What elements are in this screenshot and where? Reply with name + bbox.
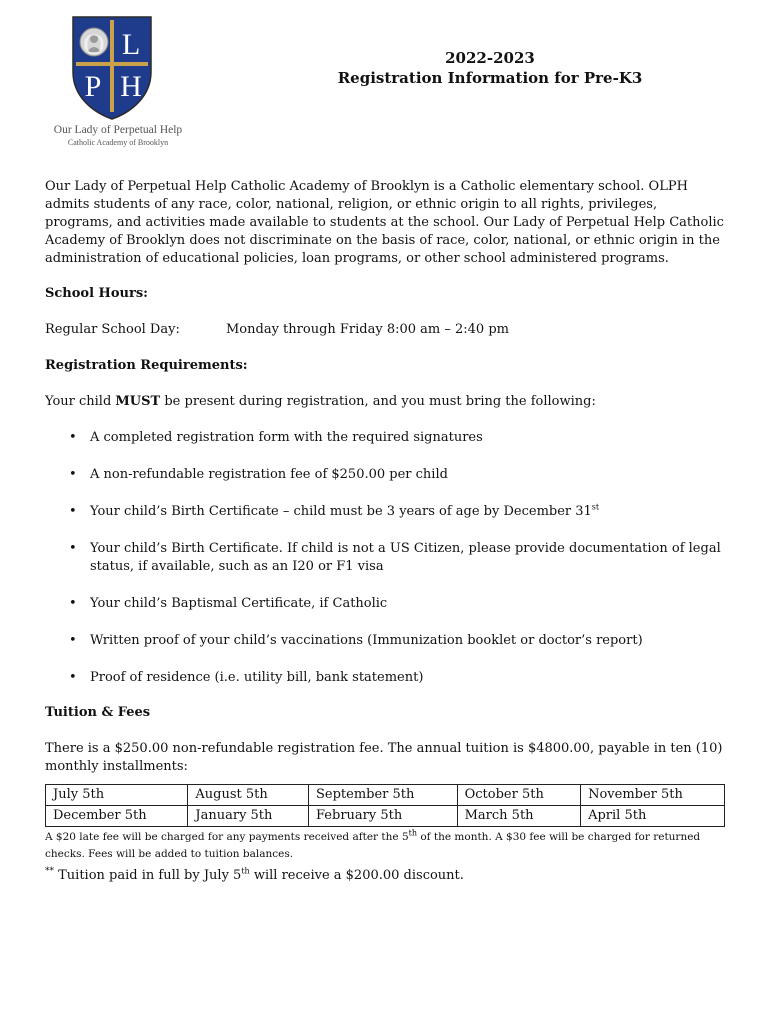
list-item-text: A non-refundable registration fee of $250.00 per child	[90, 467, 448, 482]
table-cell: August 5th	[188, 785, 309, 806]
table-cell: September 5th	[309, 785, 458, 806]
late-fee-note	[45, 829, 725, 863]
table-cell: April 5th	[581, 806, 725, 827]
list-item-text: Proof of residence (i.e. utility bill, bank statement)	[90, 670, 424, 685]
payment-schedule-table	[45, 784, 725, 827]
document-body	[45, 178, 725, 885]
list-item-text: Your child’s Baptismal Certificate, if Catholic	[90, 596, 388, 611]
list-item	[45, 595, 725, 613]
table-row	[46, 806, 725, 827]
intro-paragraph: Our Lady of Perpetual Help Catholic Academy of Brooklyn is a Catholic elementary school. OLPH admits students of any race, color, national, religion, or ethnic origin to all rights, privileges, programs, and activities made available to students at the school. Our Lady of Perpetual Help Catholic Academy of Brooklyn does not discriminate on the basis of race, color, national, or ethnic origin in the administration of educational policies, loan programs, or other school administered programs.	[45, 179, 724, 266]
logo-school-name: Our Lady of Perpetual Help	[53, 124, 183, 136]
school-day-value: Monday through Friday 8:00 am – 2:40 pm	[226, 322, 509, 337]
table-cell: February 5th	[309, 806, 458, 827]
discount-note-start: Tuition paid in full by July 5	[54, 868, 242, 883]
bullet-icon: •	[69, 670, 77, 685]
shield-crest-icon	[70, 14, 154, 122]
asterisk-mark: **	[45, 866, 54, 877]
registration-requirements-heading: Registration Requirements:	[45, 358, 248, 373]
bullet-icon: •	[69, 541, 77, 556]
table-cell: October 5th	[457, 785, 580, 806]
table-cell: December 5th	[46, 806, 188, 827]
school-day-label: Regular School Day:	[45, 322, 180, 337]
school-hours-row	[45, 321, 725, 339]
logo-letter-p: P	[84, 70, 102, 103]
logo-letter-o: O	[83, 28, 105, 61]
late-fee-note-start: A $20 late fee will be charged for any payments received after the 5	[45, 831, 409, 843]
requirements-intro	[45, 393, 725, 411]
school-logo	[48, 14, 188, 147]
superscript: th	[241, 866, 250, 876]
late-fee-note-end: of the month. A $30 fee will be charged for returned checks. Fees will be added to tuition balances.	[45, 831, 701, 860]
bullet-icon: •	[69, 430, 77, 445]
list-item-text: A completed registration form with the required signatures	[90, 430, 483, 445]
requirements-intro-start: Your child	[45, 394, 116, 409]
tuition-paragraph: There is a $250.00 non-refundable registration fee. The annual tuition is $4800.00, payable in ten (10) monthly installments:	[45, 741, 723, 774]
superscript: th	[408, 828, 417, 838]
table-row	[46, 785, 725, 806]
table-cell: July 5th	[46, 785, 188, 806]
logo-school-subname: Catholic Academy of Brooklyn	[67, 138, 169, 147]
list-item	[45, 503, 725, 521]
requirements-intro-end: be present during registration, and you must bring the following:	[160, 394, 596, 409]
list-item-text: Written proof of your child’s vaccinations (Immunization booklet or doctor’s report)	[90, 633, 643, 648]
list-item-text: Your child’s Birth Certificate. If child is not a US Citizen, please provide documentation of legal status, if available, such as an I20 or F1 visa	[90, 541, 721, 574]
table-cell: March 5th	[457, 806, 580, 827]
bullet-icon: •	[69, 467, 77, 482]
table-cell: January 5th	[188, 806, 309, 827]
table-cell: November 5th	[581, 785, 725, 806]
discount-note-end: will receive a $200.00 discount.	[249, 868, 464, 883]
list-item	[45, 429, 725, 447]
logo-letter-l: L	[121, 28, 141, 61]
document-title: Registration Information for Pre-K3	[337, 69, 643, 87]
bullet-icon: •	[69, 633, 77, 648]
bullet-icon: •	[69, 596, 77, 611]
bullet-icon: •	[69, 504, 77, 519]
requirements-intro-must: MUST	[115, 394, 161, 409]
discount-note	[45, 867, 725, 885]
document-year: 2022-2023	[445, 49, 535, 67]
list-item	[45, 632, 725, 650]
list-item	[45, 669, 725, 687]
logo-letter-h: H	[120, 70, 142, 103]
list-item	[45, 540, 725, 576]
school-hours-heading: School Hours:	[45, 286, 148, 301]
requirements-list	[45, 429, 725, 687]
superscript: st	[591, 502, 600, 512]
list-item-text: Your child’s Birth Certificate – child must be 3 years of age by December 31	[90, 504, 592, 519]
tuition-heading: Tuition & Fees	[45, 705, 151, 720]
list-item	[45, 466, 725, 484]
